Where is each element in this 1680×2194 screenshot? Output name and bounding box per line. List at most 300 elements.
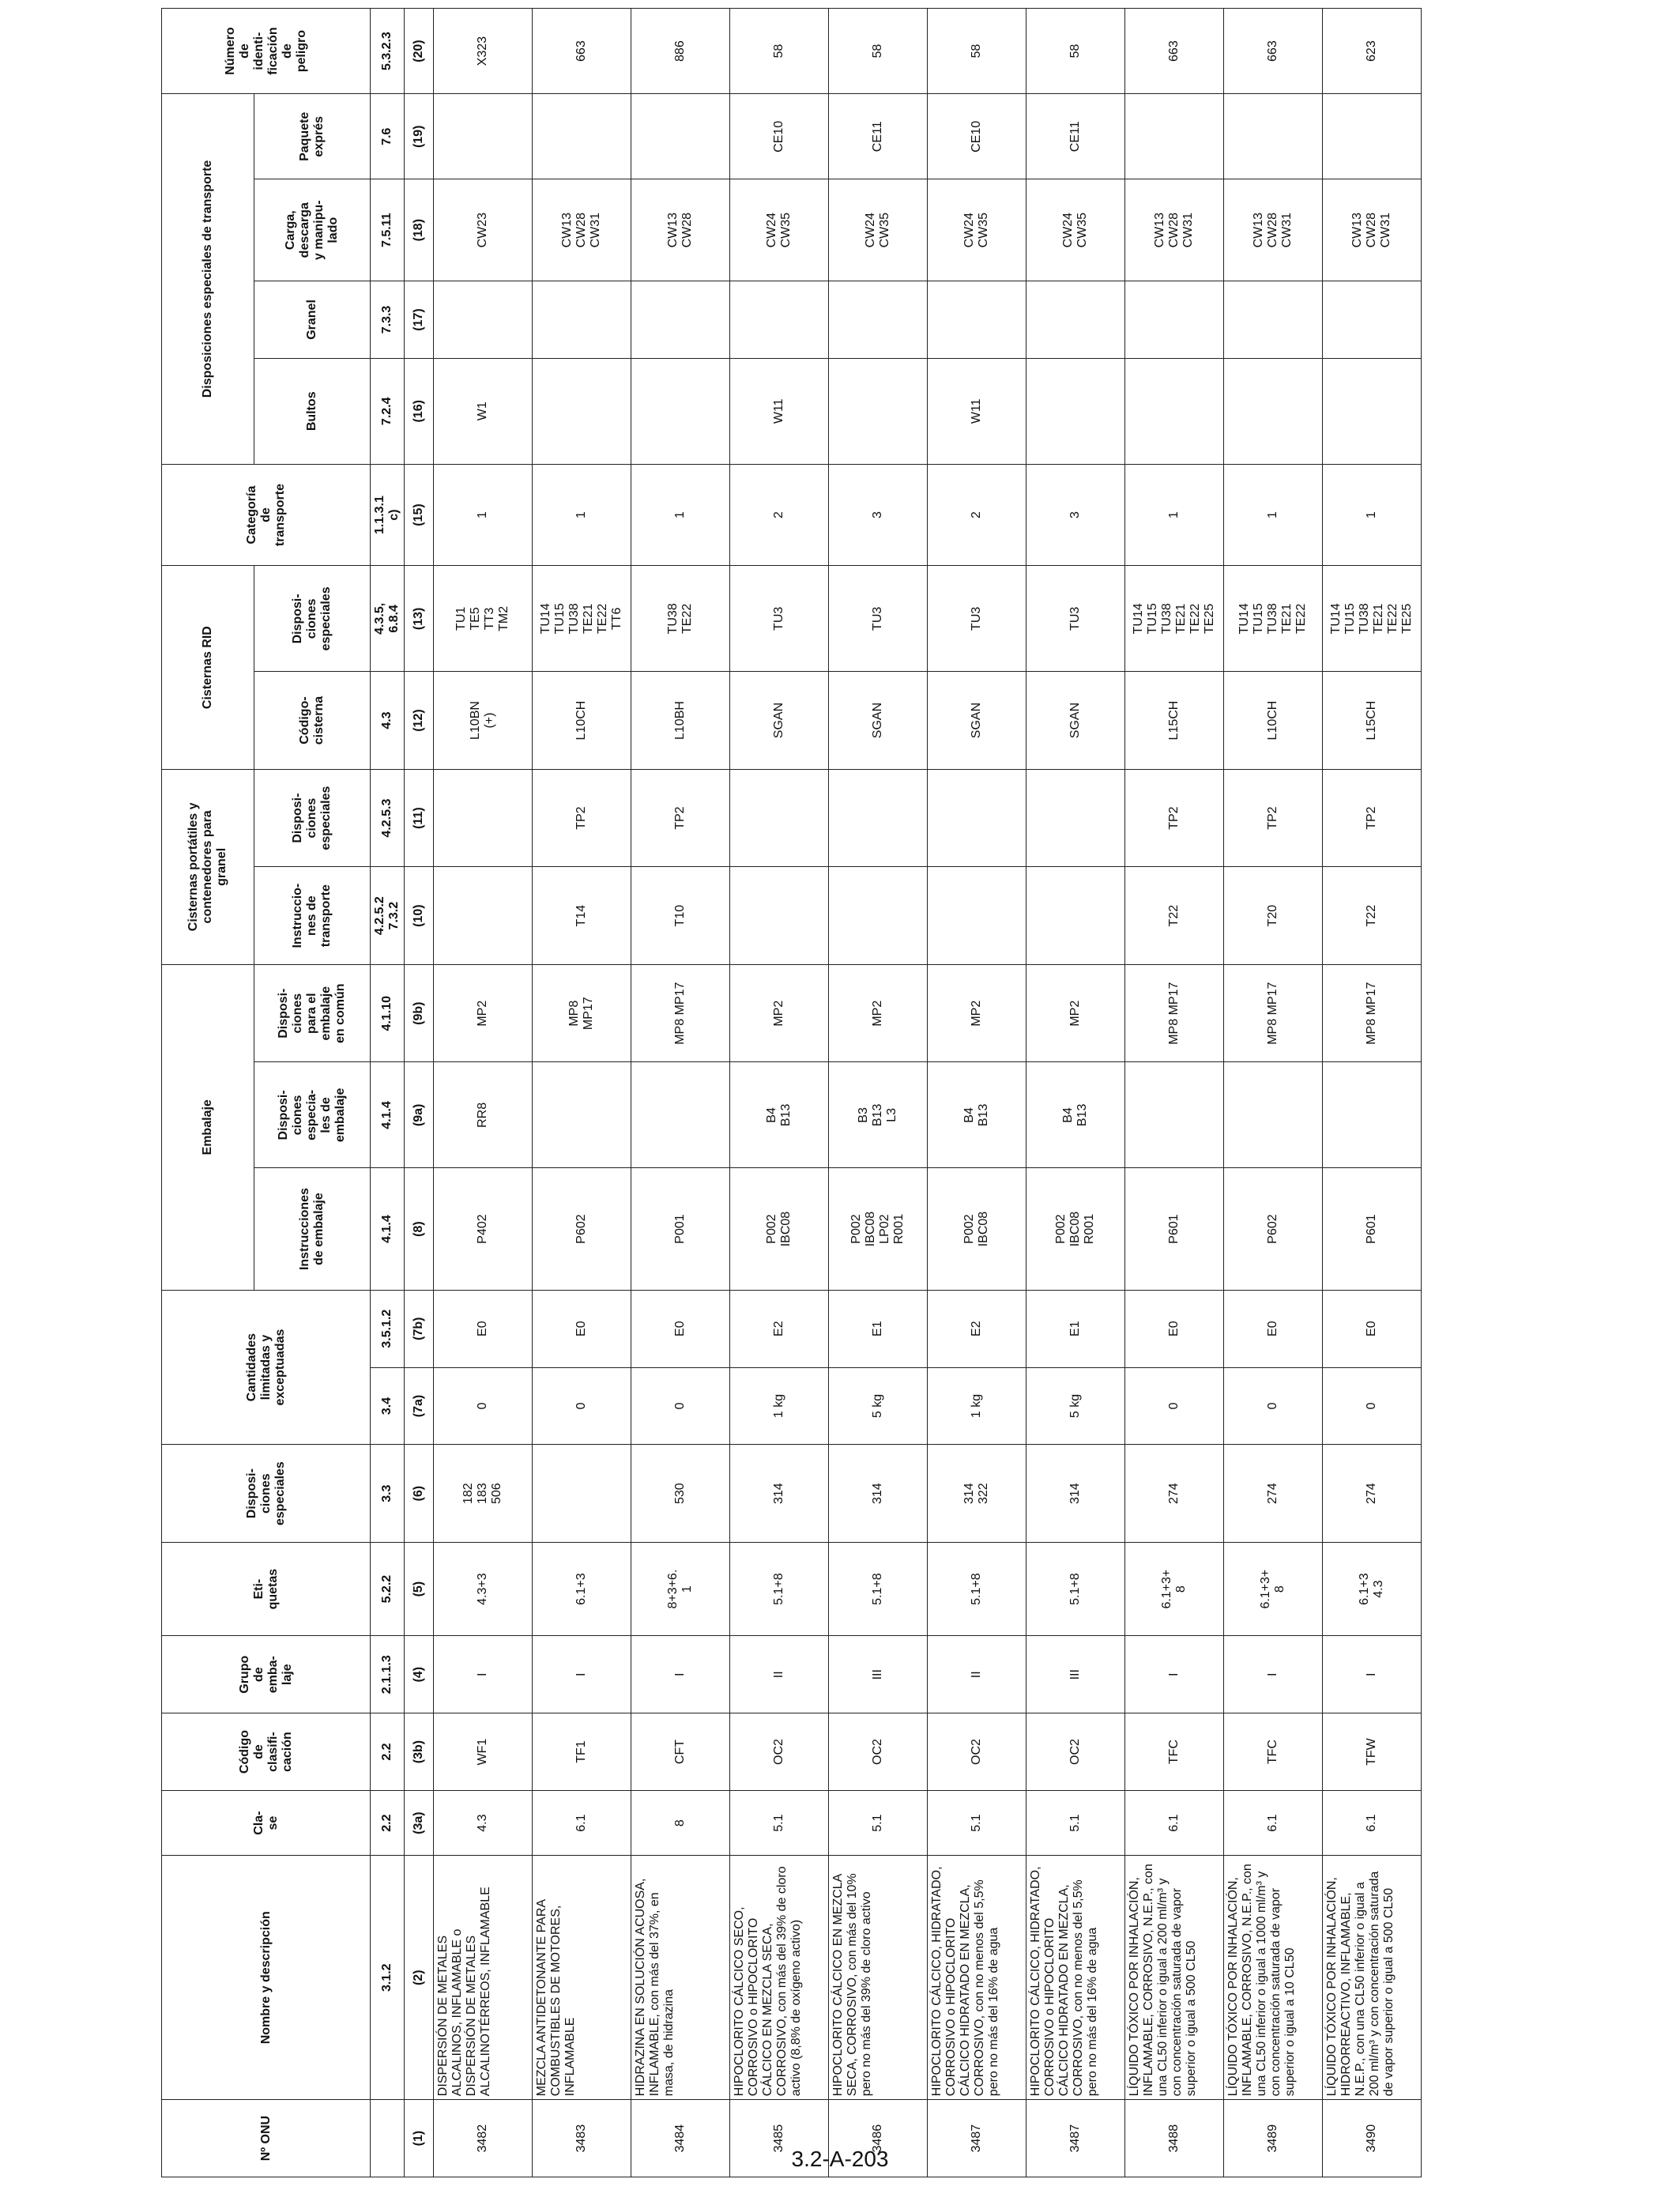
table-cell: L15CH [1323, 672, 1422, 770]
table-cell: 6.1 [533, 1790, 631, 1855]
table-cell: 0 [1125, 1367, 1224, 1445]
table-cell [1323, 1062, 1422, 1168]
reference-cell: 7.3.3 [371, 281, 405, 359]
table-cell: MP2 [730, 964, 829, 1062]
table-cell: E0 [533, 1290, 631, 1367]
column-number-cell: (3b) [405, 1713, 434, 1791]
table-cell [829, 769, 928, 867]
table-cell: L10BN (+) [434, 672, 533, 770]
header-class: Cla- se [162, 1790, 371, 1855]
table-cell: CE11 [829, 94, 928, 179]
table-cell: 5.1+8 [928, 1542, 1026, 1635]
table-cell: 3489 [1224, 2100, 1323, 2177]
table-cell: 5.1+8 [730, 1542, 829, 1635]
table-cell: CE11 [1026, 94, 1125, 179]
table-cell: E0 [631, 1290, 730, 1367]
column-number-cell: (9a) [405, 1062, 434, 1168]
table-cell: X323 [434, 9, 533, 94]
table-cell: 3 [1026, 464, 1125, 566]
table-cell: WF1 [434, 1713, 533, 1791]
table-cell: I [1323, 1636, 1422, 1713]
table-cell: 6.1 [1224, 1790, 1323, 1855]
table-cell: L15CH [1125, 672, 1224, 770]
table-cell: 0 [533, 1367, 631, 1445]
table-cell: E2 [730, 1290, 829, 1367]
table-cell: TFC [1125, 1713, 1224, 1791]
table-cell: 1 [1125, 464, 1224, 566]
table-cell [631, 94, 730, 179]
reference-cell: 1.1.3.1 c) [371, 464, 405, 566]
table-cell [1224, 94, 1323, 179]
table-cell: 3490 [1323, 2100, 1422, 2177]
table-cell: I [533, 1636, 631, 1713]
table-cell: 8+3+6. 1 [631, 1542, 730, 1635]
table-cell: 3487 [928, 2100, 1026, 2177]
header-loading: Carga, descarga y manipu- lado [254, 179, 371, 281]
table-cell: P001 [631, 1168, 730, 1290]
table-cell: B4 B13 [730, 1062, 829, 1168]
table-cell: E0 [1224, 1290, 1323, 1367]
header-rid-tanks: Cisternas RID [162, 566, 254, 769]
table-cell: 1 [1224, 464, 1323, 566]
table-cell: SGAN [730, 672, 829, 770]
table-cell: T22 [1323, 867, 1422, 965]
column-number-cell: (1) [405, 2100, 434, 2177]
table-cell: 3485 [730, 2100, 829, 2177]
table-cell: MP2 [928, 964, 1026, 1062]
table-cell: 623 [1323, 9, 1422, 94]
table-cell: P002 IBC08 [730, 1168, 829, 1290]
table-cell: P002 IBC08 [928, 1168, 1026, 1290]
reference-cell: 4.2.5.3 [371, 769, 405, 867]
reference-cell: 7.6 [371, 94, 405, 179]
table-cell: 0 [1224, 1367, 1323, 1445]
table-cell [434, 867, 533, 965]
reference-cell: 7.2.4 [371, 358, 405, 464]
table-cell: P602 [1224, 1168, 1323, 1290]
table-cell: TU3 [1026, 566, 1125, 672]
reference-cell: 3.1.2 [371, 1856, 405, 2100]
table-cell: P601 [1125, 1168, 1224, 1290]
table-cell: 1 [1323, 464, 1422, 566]
table-cell: 5 kg [1026, 1367, 1125, 1445]
table-cell: TU3 [928, 566, 1026, 672]
table-cell: MP8 MP17 [1323, 964, 1422, 1062]
description-cell: MEZCLA ANTIDETONANTE PARA COMBUSTIBLES DE MOTORES, INFLAMABLE [533, 1856, 631, 2100]
column-number-cell: (8) [405, 1168, 434, 1290]
table-cell: 58 [829, 9, 928, 94]
table-cell: TU1 TE5 TT3 TM2 [434, 566, 533, 672]
table-cell: TU3 [730, 566, 829, 672]
header-bulk: Granel [254, 281, 371, 359]
table-row [631, 9, 730, 2177]
table-cell [533, 1445, 631, 1543]
column-number-cell: (11) [405, 769, 434, 867]
table-cell: II [730, 1636, 829, 1713]
table-row [829, 9, 928, 2177]
table-cell: TU14 TU15 TU38 TE21 TE22 TE25 [1125, 566, 1224, 672]
reference-cell: 4.1.10 [371, 964, 405, 1062]
header-portable-instructions: Instruccio- nes de transporte [254, 867, 371, 965]
table-cell: 3487 [1026, 2100, 1125, 2177]
table-cell: TP2 [1323, 769, 1422, 867]
table-cell: OC2 [829, 1713, 928, 1791]
reference-cell: 4.2.5.2 7.3.2 [371, 867, 405, 965]
table-cell [1323, 281, 1422, 359]
table-cell: 6.1+3 [533, 1542, 631, 1635]
table-cell: 4.3 [434, 1790, 533, 1855]
table-cell: TFW [1323, 1713, 1422, 1791]
column-number-cell: (2) [405, 1856, 434, 2100]
table-cell: W1 [434, 358, 533, 464]
column-number-cell: (18) [405, 179, 434, 281]
table-cell [1125, 94, 1224, 179]
description-cell: LÍQUIDO TÓXICO POR INHALACIÓN, INFLAMABLE, CORROSIVO, N.E.P., con una CL50 inferior o igual a 1000 ml/m³ y con concentración saturada de vapor superior o igual a 10 CL50 [1224, 1856, 1323, 2100]
header-hazard-number: Número de identi- ficación de peligro [162, 9, 371, 94]
reference-cell: 3.3 [371, 1445, 405, 1543]
table-cell: 0 [434, 1367, 533, 1445]
header-classification-code: Código de clasifi- cación [162, 1713, 371, 1791]
column-number-cell: (10) [405, 867, 434, 965]
table-cell: 3482 [434, 2100, 533, 2177]
table-cell: 6.1+3 4.3 [1323, 1542, 1422, 1635]
table-cell: OC2 [730, 1713, 829, 1791]
table-cell: MP2 [829, 964, 928, 1062]
table-cell: B4 B13 [1026, 1062, 1125, 1168]
table-cell [533, 358, 631, 464]
table-cell: 274 [1323, 1445, 1422, 1543]
table-cell: 58 [1026, 9, 1125, 94]
table-cell: 3486 [829, 2100, 928, 2177]
table-cell [928, 281, 1026, 359]
table-cell: 5.1 [928, 1790, 1026, 1855]
table-cell [1224, 1062, 1323, 1168]
table-cell: OC2 [1026, 1713, 1125, 1791]
table-cell: TU3 [829, 566, 928, 672]
table-cell: 1 kg [928, 1367, 1026, 1445]
table-cell: 3484 [631, 2100, 730, 2177]
description-cell: LÍQUIDO TÓXICO POR INHALACIÓN, HIDRORREACTIVO, INFLAMABLE, N.E.P., con una CL50 inferior o igual a 200 ml/m³ y con concentración saturada de vapor superior o igual a 500 CL50 [1323, 1856, 1422, 2100]
reference-cell: 4.1.4 [371, 1062, 405, 1168]
header-packaging: Embalaje [162, 964, 254, 1290]
table-cell: B3 B13 L3 [829, 1062, 928, 1168]
table-cell: I [1125, 1636, 1224, 1713]
table-cell: 0 [1323, 1367, 1422, 1445]
table-row [730, 9, 829, 2177]
table-cell: 5.1+8 [1026, 1542, 1125, 1635]
column-number-cell: (3a) [405, 1790, 434, 1855]
table-cell: II [928, 1636, 1026, 1713]
table-cell: 5.1 [1026, 1790, 1125, 1855]
table-cell: 4.3+3 [434, 1542, 533, 1635]
table-cell: CW13 CW28 CW31 [1323, 179, 1422, 281]
column-number-cell: (6) [405, 1445, 434, 1543]
table-cell: E0 [1125, 1290, 1224, 1367]
column-number-cell: (16) [405, 358, 434, 464]
column-number-cell: (7a) [405, 1367, 434, 1445]
column-number-cell: (13) [405, 566, 434, 672]
table-cell: L10BH [631, 672, 730, 770]
table-cell [1026, 769, 1125, 867]
table-cell: 5 kg [829, 1367, 928, 1445]
rotated-table-container [161, 8, 1497, 2177]
header-tank-code: Código- cisterna [254, 672, 371, 770]
table-cell: 5.1 [829, 1790, 928, 1855]
table-cell: 5.1+8 [829, 1542, 928, 1635]
table-cell: SGAN [1026, 672, 1125, 770]
table-cell: TP2 [631, 769, 730, 867]
table-cell: III [1026, 1636, 1125, 1713]
table-cell: 314 [829, 1445, 928, 1543]
table-cell [1323, 358, 1422, 464]
reference-cell: 5.3.2.3 [371, 9, 405, 94]
table-cell [829, 867, 928, 965]
header-portable-special: Disposi- ciones especiales [254, 769, 371, 867]
table-cell [434, 769, 533, 867]
description-cell: HIPOCLORITO CÁLCICO SECO, CORROSIVO o HIPOCLORITO CÁLCICO EN MEZCLA SECA, CORROSIVO, con más del 39% de cloro activo (8,8% de oxígeno activo) [730, 1856, 829, 2100]
header-packing-group: Grupo de emba- laje [162, 1636, 371, 1713]
table-cell: SGAN [928, 672, 1026, 770]
table-cell: T22 [1125, 867, 1224, 965]
table-cell [730, 867, 829, 965]
table-body [434, 9, 1422, 2177]
table-row [1224, 9, 1323, 2177]
table-cell: L10CH [533, 672, 631, 770]
table-cell: I [1224, 1636, 1323, 1713]
table-cell: TU14 TU15 TU38 TE21 TE22 [1224, 566, 1323, 672]
column-number-cell: (4) [405, 1636, 434, 1713]
table-cell: 314 [730, 1445, 829, 1543]
description-cell: HIPOCLORITO CÁLCICO, HIDRATADO, CORROSIVO o HIPOCLORITO CÁLCICO HIDRATADO EN MEZCLA, CORROSIVO, con no menos del 5,5% pero no más del 16% de agua [1026, 1856, 1125, 2100]
table-cell: T20 [1224, 867, 1323, 965]
column-number-cell: (20) [405, 9, 434, 94]
header-special-transport: Disposiciones especiales de transporte [162, 94, 254, 464]
table-cell [1224, 358, 1323, 464]
reference-cell: 2.2 [371, 1713, 405, 1791]
table-cell: B4 B13 [928, 1062, 1026, 1168]
table-cell: TU14 TU15 TU38 TE21 TE22 TE25 [1323, 566, 1422, 672]
table-cell: 58 [730, 9, 829, 94]
table-cell: MP8 MP17 [1224, 964, 1323, 1062]
table-cell [631, 281, 730, 359]
table-cell: MP8 MP17 [631, 964, 730, 1062]
header-un-number: Nº ONU [162, 2100, 371, 2177]
table-cell [1026, 281, 1125, 359]
table-cell: CW13 CW28 CW31 [1224, 179, 1323, 281]
table-cell: 182 183 506 [434, 1445, 533, 1543]
reference-cell: 7.5.11 [371, 179, 405, 281]
table-cell: CW13 CW28 [631, 179, 730, 281]
table-cell: CE10 [928, 94, 1026, 179]
reference-cell: 2.2 [371, 1790, 405, 1855]
table-cell [533, 281, 631, 359]
table-cell: CW24 CW35 [829, 179, 928, 281]
reference-row [371, 9, 405, 2177]
header-special-packing: Disposi- ciones especia- les de embalaje [254, 1062, 371, 1168]
table-cell [1125, 281, 1224, 359]
table-row [533, 9, 631, 2177]
table-cell: CW24 CW35 [1026, 179, 1125, 281]
table-cell: 6.1 [1125, 1790, 1224, 1855]
table-cell: TU14 TU15 TU38 TE21 TE22 TT6 [533, 566, 631, 672]
table-cell [829, 358, 928, 464]
table-cell: MP8 MP17 [1125, 964, 1224, 1062]
table-cell: P402 [434, 1168, 533, 1290]
description-cell: HIPOCLORITO CÁLCICO EN MEZCLA SECA, CORROSIVO, con más del 10% pero no más del 39% de cloro activo [829, 1856, 928, 2100]
description-cell: LÍQUIDO TÓXICO POR INHALACIÓN, INFLAMABLE, CORROSIVO, N.E.P., con una CL50 inferior o igual a 200 ml/m³ y con concentración saturada de vapor superior o igual a 500 CL50 [1125, 1856, 1224, 2100]
table-cell: P002 IBC08 LP02 R001 [829, 1168, 928, 1290]
table-cell: 314 322 [928, 1445, 1026, 1543]
table-cell: E1 [1026, 1290, 1125, 1367]
table-cell: 663 [1125, 9, 1224, 94]
table-cell [1224, 281, 1323, 359]
header-tank-special: Disposi- ciones especiales [254, 566, 371, 672]
header-packages: Bultos [254, 358, 371, 464]
table-cell [1323, 94, 1422, 179]
table-cell: 274 [1224, 1445, 1323, 1543]
table-cell [434, 94, 533, 179]
table-cell: P601 [1323, 1168, 1422, 1290]
column-number-cell: (12) [405, 672, 434, 770]
table-cell: 530 [631, 1445, 730, 1543]
table-cell: TP2 [1125, 769, 1224, 867]
column-number-cell: (19) [405, 94, 434, 179]
reference-cell: 4.3 [371, 672, 405, 770]
dangerous-goods-table [161, 8, 1422, 2177]
header-labels: Eti- quetas [162, 1542, 371, 1635]
table-cell: 0 [631, 1367, 730, 1445]
table-cell: CW13 CW28 CW31 [533, 179, 631, 281]
column-number-cell: (9b) [405, 964, 434, 1062]
table-cell: 3483 [533, 2100, 631, 2177]
table-cell [631, 358, 730, 464]
header-special-provisions: Disposi- ciones especiales [162, 1445, 371, 1543]
table-cell: E0 [1323, 1290, 1422, 1367]
header-transport-category: Categoría de transporte [162, 464, 371, 566]
table-cell: 1 [533, 464, 631, 566]
table-cell: T10 [631, 867, 730, 965]
column-number-cell: (15) [405, 464, 434, 566]
table-cell: 314 [1026, 1445, 1125, 1543]
table-cell: 886 [631, 9, 730, 94]
reference-cell: 3.5.1.2 [371, 1290, 405, 1367]
table-cell: CW13 CW28 CW31 [1125, 179, 1224, 281]
table-cell: W11 [730, 358, 829, 464]
table-cell: CFT [631, 1713, 730, 1791]
table-cell: TF1 [533, 1713, 631, 1791]
table-cell [434, 281, 533, 359]
table-cell: 663 [533, 9, 631, 94]
table-cell: OC2 [928, 1713, 1026, 1791]
table-cell [533, 1062, 631, 1168]
column-number-cell: (5) [405, 1542, 434, 1635]
table-row [434, 9, 533, 2177]
table-cell [928, 769, 1026, 867]
table-cell: CW24 CW35 [928, 179, 1026, 281]
table-cell: CW23 [434, 179, 533, 281]
table-cell: E1 [829, 1290, 928, 1367]
table-cell: CW24 CW35 [730, 179, 829, 281]
table-cell [1026, 867, 1125, 965]
table-cell [1125, 1062, 1224, 1168]
header-limited-quantities: Cantidades limitadas y exceptuadas [162, 1290, 371, 1445]
reference-cell: 2.1.1.3 [371, 1636, 405, 1713]
table-cell: E0 [434, 1290, 533, 1367]
header-packing-instructions: Instrucciones de embalaje [254, 1168, 371, 1290]
table-cell: 2 [928, 464, 1026, 566]
table-cell: TP2 [533, 769, 631, 867]
table-cell [1125, 358, 1224, 464]
table-cell: CE10 [730, 94, 829, 179]
table-cell: 1 [631, 464, 730, 566]
header-name: Nombre y descripción [162, 1856, 371, 2100]
table-cell: 6.1 [1323, 1790, 1422, 1855]
table-cell: I [631, 1636, 730, 1713]
table-cell: 1 kg [730, 1367, 829, 1445]
table-cell: 1 [434, 464, 533, 566]
table-cell [730, 281, 829, 359]
table-cell: 6.1+3+ 8 [1125, 1542, 1224, 1635]
header-portable-tanks: Cisternas portátiles y contenedores para granel [162, 769, 254, 964]
table-cell: III [829, 1636, 928, 1713]
table-cell: 58 [928, 9, 1026, 94]
table-cell: 274 [1125, 1445, 1224, 1543]
column-number-row [405, 9, 434, 2177]
column-number-cell: (17) [405, 281, 434, 359]
page-number: 3.2-A-203 [791, 2147, 889, 2171]
table-cell: T14 [533, 867, 631, 965]
description-cell: HIPOCLORITO CÁLCICO, HIDRATADO, CORROSIVO o HIPOCLORITO CÁLCICO HIDRATADO EN MEZCLA, CORROSIVO, con no menos del 5,5% pero no más del 16% de agua [928, 1856, 1026, 2100]
table-cell: TFC [1224, 1713, 1323, 1791]
table-cell: TU38 TE22 [631, 566, 730, 672]
reference-cell: 4.1.4 [371, 1168, 405, 1290]
table-cell: 3488 [1125, 2100, 1224, 2177]
description-cell: HIDRAZINA EN SOLUCIÓN ACUOSA, INFLAMABLE, con más del 37%, en masa, de hidrazina [631, 1856, 730, 2100]
table-cell [829, 281, 928, 359]
table-cell: 3 [829, 464, 928, 566]
table-cell [730, 769, 829, 867]
table-row [928, 9, 1026, 2177]
table-cell: I [434, 1636, 533, 1713]
column-number-cell: (7b) [405, 1290, 434, 1367]
table-row [1125, 9, 1224, 2177]
reference-cell: 3.4 [371, 1367, 405, 1445]
table-cell: MP2 [1026, 964, 1125, 1062]
table-cell: MP2 [434, 964, 533, 1062]
reference-cell: 4.3.5, 6.8.4 [371, 566, 405, 672]
table-cell: W11 [928, 358, 1026, 464]
table-cell: E2 [928, 1290, 1026, 1367]
table-cell: L10CH [1224, 672, 1323, 770]
table-cell [928, 867, 1026, 965]
table-cell: P602 [533, 1168, 631, 1290]
table-cell: P002 IBC08 R001 [1026, 1168, 1125, 1290]
table-cell: RR8 [434, 1062, 533, 1168]
table-row [1026, 9, 1125, 2177]
table-cell: MP8 MP17 [533, 964, 631, 1062]
header-mixed-packing: Disposi- ciones para el embalaje en común [254, 964, 371, 1062]
table-cell: 2 [730, 464, 829, 566]
header-row-top [162, 9, 254, 2177]
table-row [1323, 9, 1422, 2177]
table-cell: 663 [1224, 9, 1323, 94]
table-cell: 8 [631, 1790, 730, 1855]
table-cell [631, 1062, 730, 1168]
table-cell [533, 94, 631, 179]
table-cell [1026, 358, 1125, 464]
table-cell: 5.1 [730, 1790, 829, 1855]
description-cell: DISPERSIÓN DE METALES ALCALINOS, INFLAMABLE o DISPERSIÓN DE METALES ALCALINOTÉRREOS, INFLAMABLE [434, 1856, 533, 2100]
